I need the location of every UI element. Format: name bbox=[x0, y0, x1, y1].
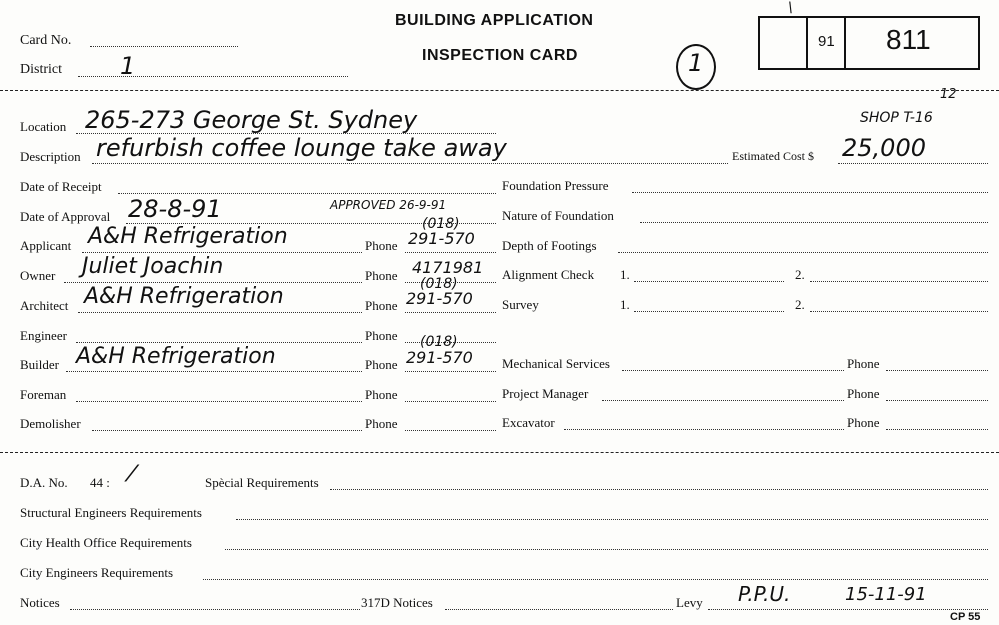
mechanical-services-label: Mechanical Services bbox=[502, 356, 610, 371]
form-code: CP 55 bbox=[950, 611, 981, 623]
applicant-phone-area: (018) bbox=[422, 216, 460, 232]
builder-value: A&H Refrigeration bbox=[76, 344, 276, 369]
applicant-value: A&H Refrigeration bbox=[88, 224, 288, 249]
architect-phone-label: Phone bbox=[365, 298, 398, 313]
da-no-value: 44 : bbox=[90, 475, 110, 490]
applicant-phone: 291-570 bbox=[408, 229, 475, 248]
date-of-approval-label: Date of Approval bbox=[20, 209, 111, 224]
depth-of-footings-label: Depth of Footings bbox=[502, 238, 597, 253]
da-no-label: D.A. No. bbox=[20, 475, 68, 490]
project-manager-phone-label: Phone bbox=[847, 386, 880, 401]
district-label: District bbox=[20, 62, 62, 77]
builder-phone: 291-570 bbox=[406, 348, 473, 367]
engineer-label: Engineer bbox=[20, 328, 67, 343]
architect-value: A&H Refrigeration bbox=[84, 284, 284, 309]
mechanical-phone-label: Phone bbox=[847, 356, 880, 371]
nature-of-foundation-label: Nature of Foundation bbox=[502, 208, 614, 223]
survey-label: Survey bbox=[502, 297, 539, 312]
top-divider bbox=[0, 90, 999, 91]
owner-phone-label: Phone bbox=[365, 268, 398, 283]
card-no-label: Card No. bbox=[20, 33, 72, 48]
builder-phone-area: (018) bbox=[420, 334, 458, 350]
district-line bbox=[78, 76, 348, 77]
excavator-phone-label: Phone bbox=[847, 415, 880, 430]
middle-divider bbox=[0, 452, 999, 453]
box-number: 811 bbox=[886, 24, 931, 55]
alignment-num-1: 1. bbox=[620, 267, 630, 282]
estimated-cost-value: 25,000 bbox=[842, 134, 926, 162]
applicant-phone-label: Phone bbox=[365, 238, 398, 253]
survey-num-1: 1. bbox=[620, 297, 630, 312]
da-no-check: ⁄ bbox=[130, 462, 134, 487]
card-number-box bbox=[758, 16, 980, 70]
applicant-label: Applicant bbox=[20, 238, 72, 253]
city-health-label: City Health Office Requirements bbox=[20, 535, 192, 550]
foundation-pressure-label: Foundation Pressure bbox=[502, 178, 609, 193]
foreman-label: Foreman bbox=[20, 387, 67, 402]
builder-label: Builder bbox=[20, 357, 59, 372]
approved-note: APPROVED 26-9-91 bbox=[330, 198, 447, 212]
description-label: Description bbox=[20, 149, 81, 164]
architect-label: Architect bbox=[20, 298, 69, 313]
owner-label: Owner bbox=[20, 268, 56, 283]
location-value: 265-273 George St. Sydney bbox=[85, 106, 418, 134]
owner-value: Juliet Joachin bbox=[82, 254, 224, 279]
structural-engineers-label: Structural Engineers Requirements bbox=[20, 505, 202, 520]
description-value: refurbish coffee lounge take away bbox=[96, 134, 507, 162]
estimated-cost-label: Estimated Cost $ bbox=[732, 149, 814, 163]
levy-date: 15-11-91 bbox=[845, 584, 927, 605]
architect-phone: 291-570 bbox=[406, 289, 473, 308]
levy-value: P.P.U. bbox=[738, 582, 791, 606]
special-requirements-label: Spècial Requirements bbox=[205, 475, 319, 490]
architect-phone-area: (018) bbox=[420, 276, 458, 292]
builder-phone-label: Phone bbox=[365, 357, 398, 372]
date-of-approval-value: 28-8-91 bbox=[128, 195, 222, 223]
notices-317d-label: 317D Notices bbox=[361, 595, 433, 610]
title-line-1: BUILDING APPLICATION bbox=[395, 12, 594, 29]
city-engineers-label: City Engineers Requirements bbox=[20, 565, 174, 580]
notices-label: Notices bbox=[20, 595, 60, 610]
foreman-phone-label: Phone bbox=[365, 387, 398, 402]
demolisher-phone-label: Phone bbox=[365, 416, 398, 431]
alignment-num-2: 2. bbox=[795, 267, 805, 282]
owner-phone: 4171981 bbox=[412, 258, 484, 277]
project-manager-label: Project Manager bbox=[502, 386, 589, 401]
location-label: Location bbox=[20, 119, 67, 134]
box-year: 91 bbox=[818, 33, 835, 50]
tick-mark: \ bbox=[788, 0, 793, 16]
levy-label: Levy bbox=[676, 595, 703, 610]
shop-correction: 12 bbox=[940, 87, 957, 102]
engineer-phone-label: Phone bbox=[365, 328, 398, 343]
alignment-check-label: Alignment Check bbox=[502, 267, 595, 282]
title-line-2: INSPECTION CARD bbox=[422, 47, 578, 64]
district-value: 1 bbox=[120, 52, 136, 80]
demolisher-label: Demolisher bbox=[20, 416, 81, 431]
survey-num-2: 2. bbox=[795, 297, 805, 312]
date-of-receipt-label: Date of Receipt bbox=[20, 179, 102, 194]
circled-number-value: 1 bbox=[688, 49, 704, 77]
card-no-line bbox=[90, 46, 238, 47]
shop-value: SHOP T-16 bbox=[860, 110, 933, 126]
excavator-label: Excavator bbox=[502, 415, 555, 430]
